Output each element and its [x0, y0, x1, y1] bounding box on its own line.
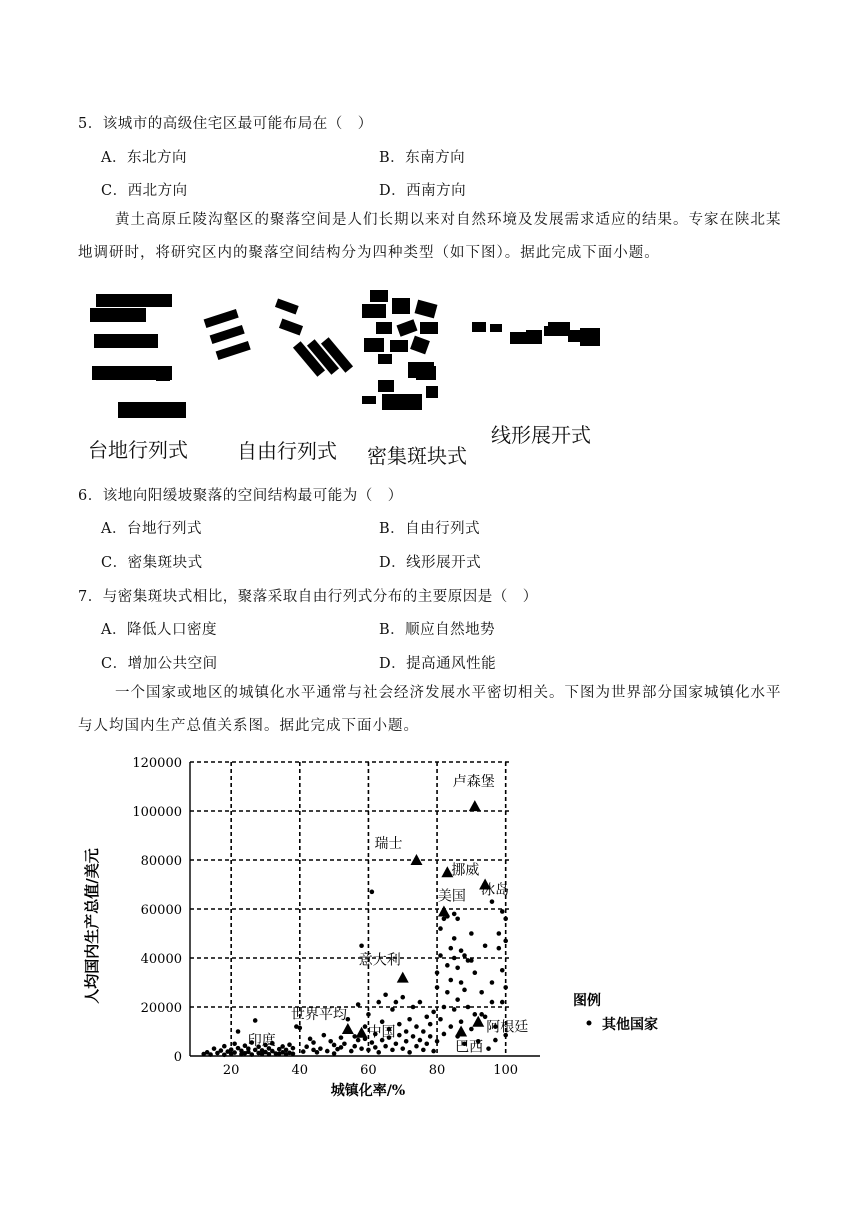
data-point: [500, 968, 505, 973]
data-point: [390, 1007, 395, 1012]
data-point: [459, 1019, 464, 1024]
data-point: [424, 1015, 429, 1020]
x-tick-label: 40: [291, 1063, 309, 1078]
data-point: [267, 1052, 272, 1057]
data-point: [493, 1038, 498, 1043]
question-5-option-c[interactable]: C．西北方向: [101, 183, 188, 199]
data-point: [435, 985, 440, 990]
data-point: [455, 997, 460, 1002]
data-point: [311, 1040, 316, 1045]
data-point: [390, 1048, 395, 1053]
data-point: [236, 1029, 241, 1034]
dense-patch-pattern: [362, 290, 438, 410]
data-point: [438, 1017, 443, 1022]
data-point: [479, 990, 484, 995]
data-point: [322, 1033, 327, 1038]
question-5-option-b[interactable]: B．东南方向: [379, 150, 466, 166]
data-point: [394, 1000, 399, 1005]
free-row-pattern: [204, 298, 353, 376]
data-point: [407, 1017, 412, 1022]
data-point: [232, 1041, 237, 1046]
country-label: 阿根廷: [486, 1019, 529, 1036]
country-marker: [397, 972, 409, 983]
settlement-label-linear: 线形展开式: [491, 423, 591, 447]
data-point: [366, 1012, 371, 1017]
data-point: [435, 970, 440, 975]
data-point: [397, 1033, 402, 1038]
data-point: [452, 956, 457, 961]
data-point: [411, 1034, 416, 1039]
data-point: [339, 1035, 344, 1040]
data-point: [452, 936, 457, 941]
data-point: [469, 958, 474, 963]
data-point: [500, 909, 505, 914]
data-point: [291, 1046, 296, 1051]
data-point: [366, 1048, 371, 1053]
data-point: [421, 1029, 426, 1034]
data-point: [376, 1050, 381, 1055]
question-6-option-a[interactable]: A．台地行列式: [101, 521, 202, 537]
settlement-label-free: 自由行列式: [237, 439, 337, 463]
data-point: [462, 953, 467, 958]
data-point: [404, 1039, 409, 1044]
y-tick-label: 60000: [140, 903, 182, 918]
data-point: [486, 1046, 491, 1051]
question-5-option-a[interactable]: A．东北方向: [101, 150, 187, 166]
data-point: [438, 926, 443, 931]
settlement-label-terrace: 台地行列式: [88, 438, 188, 462]
country-label: 世界平均: [290, 1007, 347, 1024]
data-point: [304, 1044, 309, 1049]
data-point: [219, 1048, 224, 1053]
legend-item: 其他国家: [602, 1017, 658, 1033]
country-label: 美国: [437, 888, 466, 905]
data-point: [462, 988, 467, 993]
chart-labeled-countries: [248, 773, 528, 1055]
data-point: [469, 931, 474, 936]
question-7-stem: 7．与密集斑块式相比，聚落采取自由行列式分布的主要原因是（ ）: [78, 589, 538, 605]
data-point: [448, 1024, 453, 1029]
x-tick-label: 60: [360, 1063, 377, 1078]
data-point: [483, 943, 488, 948]
data-point: [253, 1018, 258, 1023]
data-point: [359, 943, 364, 948]
x-axis-label: 城镇化率/%: [330, 1083, 406, 1099]
country-marker: [455, 1026, 467, 1037]
data-point: [356, 1038, 361, 1043]
data-point: [308, 1037, 313, 1042]
data-point: [376, 1000, 381, 1005]
data-point: [452, 1007, 457, 1012]
data-point: [383, 992, 388, 997]
data-point: [473, 1012, 478, 1017]
question-6-stem: 6．该地向阳缓坡聚落的空间结构最可能为（ ）: [78, 488, 403, 504]
legend-dot: [587, 1021, 592, 1026]
data-point: [483, 1015, 488, 1020]
data-point: [455, 966, 460, 971]
x-tick-label: 80: [428, 1063, 446, 1078]
y-axis-label: 人均国内生产总值/美元: [83, 848, 101, 1004]
y-tick-label: 100000: [132, 805, 182, 820]
data-point: [359, 1046, 364, 1051]
data-point: [424, 1041, 429, 1046]
data-point: [490, 1000, 495, 1005]
data-point: [448, 946, 453, 951]
data-point: [380, 1019, 385, 1024]
question-6-option-b[interactable]: B．自由行列式: [379, 521, 481, 537]
chart-axes: [132, 756, 540, 1078]
data-point: [222, 1052, 227, 1057]
data-point: [455, 917, 460, 922]
data-point: [249, 1052, 254, 1057]
country-label: 挪威: [451, 862, 480, 879]
x-tick-label: 20: [222, 1063, 240, 1078]
data-point: [411, 1005, 416, 1010]
country-label: 卢森堡: [452, 774, 495, 791]
data-point: [301, 1049, 306, 1054]
data-point: [342, 1041, 347, 1046]
data-point: [421, 1048, 426, 1053]
data-point: [332, 1043, 337, 1048]
data-point: [397, 1022, 402, 1027]
data-point: [469, 1027, 474, 1032]
data-point: [287, 1042, 292, 1047]
data-point: [428, 1034, 433, 1039]
legend-title: 图例: [573, 993, 601, 1009]
data-point: [414, 1024, 419, 1029]
y-tick-label: 40000: [140, 952, 182, 967]
data-point: [370, 890, 375, 895]
y-tick-label: 80000: [140, 854, 182, 869]
data-point: [339, 1045, 344, 1050]
country-label: 意大利: [358, 952, 401, 969]
country-marker: [472, 1016, 484, 1027]
data-point: [404, 1029, 409, 1034]
data-point: [373, 1045, 378, 1050]
country-marker: [438, 905, 450, 916]
data-point: [400, 995, 405, 1000]
data-point: [466, 1005, 471, 1010]
data-point: [503, 939, 508, 944]
y-tick-label: 20000: [140, 1001, 182, 1016]
y-tick-label: 120000: [132, 756, 182, 771]
data-point: [356, 1002, 361, 1007]
country-label: 中国: [367, 1024, 396, 1041]
question-5-stem: 5．该城市的高级住宅区最可能布局在（ ）: [78, 116, 373, 132]
data-point: [370, 1040, 375, 1045]
data-point: [280, 1044, 285, 1049]
data-point: [448, 978, 453, 983]
data-point: [325, 1049, 330, 1054]
data-point: [315, 1050, 320, 1055]
data-point: [332, 1051, 337, 1056]
passage-urbanization: 一个国家或地区的城镇化水平通常与社会经济发展水平密切相关。下图为世界部分国家城镇化水平与人均国内生产总值关系图。据此完成下面小题。: [78, 685, 782, 734]
data-point: [442, 1032, 447, 1037]
data-point: [497, 946, 502, 951]
data-point: [232, 1050, 237, 1055]
data-point: [328, 1039, 333, 1044]
data-point: [298, 1026, 303, 1031]
data-point: [500, 1000, 505, 1005]
data-point: [431, 1010, 436, 1015]
data-point: [291, 1051, 296, 1056]
linear-spread-pattern: [472, 322, 600, 346]
data-point: [452, 912, 457, 917]
country-label: 瑞士: [374, 836, 403, 852]
data-point: [459, 980, 464, 985]
question-7-option-c[interactable]: C．增加公共空间: [101, 656, 218, 672]
data-point: [407, 1050, 412, 1055]
data-point: [208, 1052, 213, 1057]
data-point: [431, 1049, 436, 1054]
passage-settlements: 黄土高原丘陵沟壑区的聚落空间是人们长期以来对自然环境及发展需求适应的结果。专家在陕北某地调研时，将研究区内的聚落空间结构分为四种类型（如下图）。据此完成下面小题。: [78, 212, 782, 261]
data-point: [438, 953, 443, 958]
data-point: [418, 1000, 423, 1005]
data-point: [349, 1049, 354, 1054]
question-5-option-d[interactable]: D．西南方向: [379, 183, 467, 199]
country-label: 冰岛: [481, 882, 510, 899]
country-marker: [342, 1023, 354, 1034]
question-6-option-c[interactable]: C．密集斑块式: [101, 555, 203, 571]
settlement-structure-figure: [86, 286, 606, 426]
question-7-option-d[interactable]: D．提高通风性能: [379, 656, 497, 672]
data-point: [222, 1044, 227, 1049]
data-point: [445, 963, 450, 968]
data-point: [428, 1022, 433, 1027]
urbanization-gdp-chart: [70, 748, 690, 1100]
question-6-option-d[interactable]: D．线形展开式: [379, 555, 482, 571]
data-point: [400, 1046, 405, 1051]
question-7-option-b[interactable]: B．顺应自然地势: [379, 622, 496, 638]
question-7-option-a[interactable]: A．降低人口密度: [101, 622, 217, 638]
data-point: [394, 1041, 399, 1046]
country-marker: [469, 800, 481, 811]
country-marker: [410, 854, 422, 865]
data-point: [212, 1046, 217, 1051]
data-point: [490, 899, 495, 904]
data-point: [445, 990, 450, 995]
data-point: [414, 1044, 419, 1049]
data-point: [352, 1044, 357, 1049]
data-point: [383, 1044, 388, 1049]
data-point: [418, 1038, 423, 1043]
x-tick-label: 100: [493, 1063, 519, 1078]
data-point: [490, 980, 495, 985]
data-point: [503, 985, 508, 990]
country-label: 印度: [247, 1033, 276, 1050]
data-point: [473, 970, 478, 975]
country-label: 巴西: [455, 1039, 484, 1056]
data-point: [318, 1046, 323, 1051]
data-point: [497, 931, 502, 936]
terrace-row-pattern: [90, 294, 186, 418]
data-point: [442, 1005, 447, 1010]
data-point: [459, 948, 464, 953]
data-point: [435, 1039, 440, 1044]
settlement-label-dense: 密集斑块式: [367, 444, 467, 468]
chart-grid: [190, 762, 510, 1056]
data-point: [503, 917, 508, 922]
y-tick-label: 0: [173, 1050, 182, 1065]
